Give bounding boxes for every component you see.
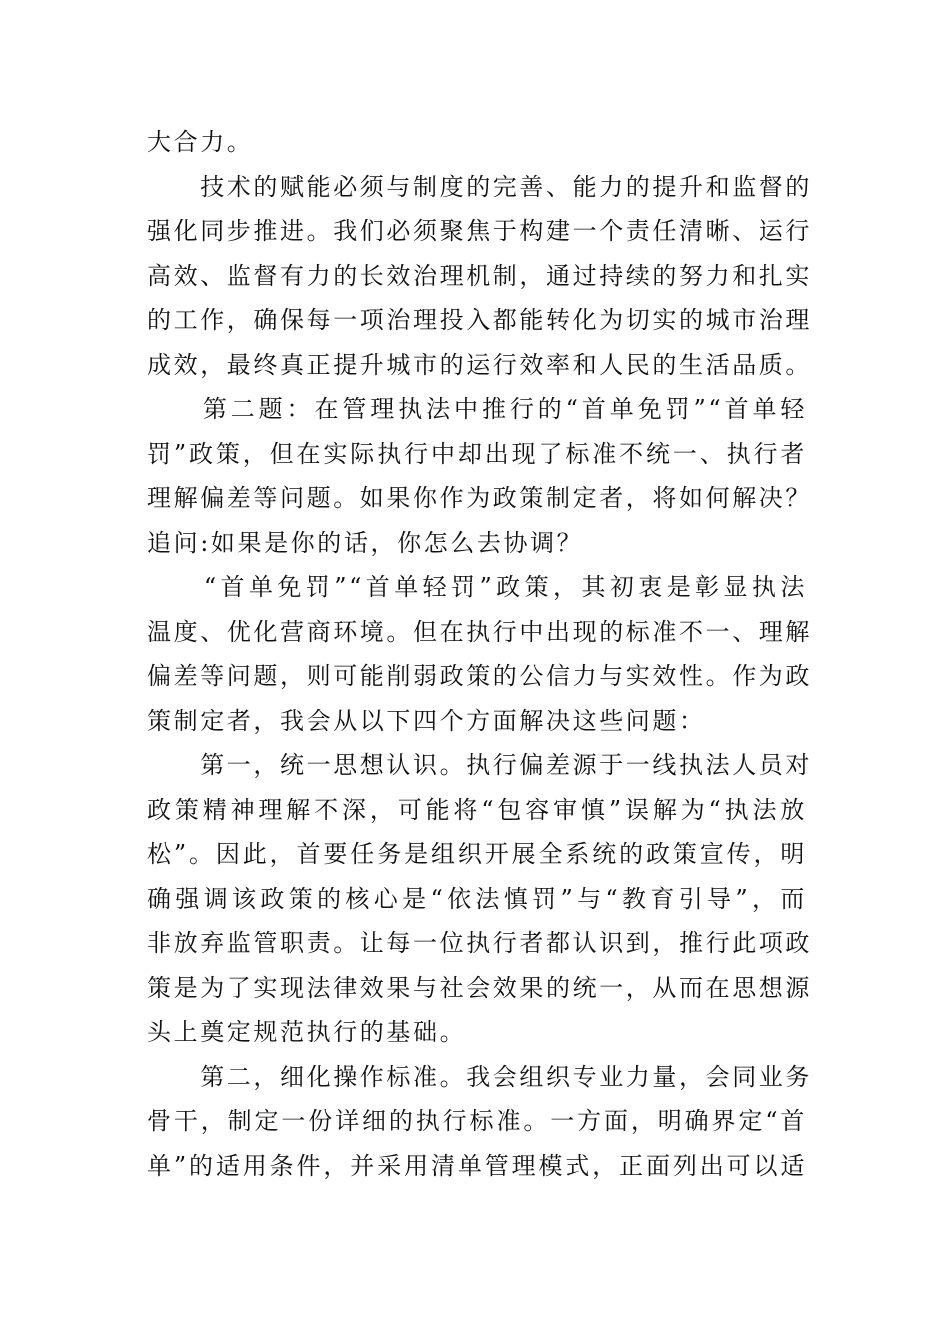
text-line: 策制定者，我会从以下四个方面解决这些问题： [147,706,706,735]
text-line: 的工作，确保每一项治理投入都能转化为切实的城市治理 [147,306,812,334]
text-line: 骨干，制定一份详细的执行标准。一方面，明确界定“首 [147,1107,807,1135]
text-line: 松”。因此，首要任务是组织开展全系统的政策宣传，明 [147,840,807,868]
text-line: 温度、优化营商环境。但在执行中出现的标准不一、理解 [147,617,812,646]
text-line: 确强调该政策的核心是“依法慎罚”与“教育引导”，而 [147,884,807,913]
text-line: 成效，最终真正提升城市的运行效率和人民的生活品质。 [147,350,812,379]
text-line: 第一，统一思想认识。执行偏差源于一线执法人员对 [147,751,812,779]
text-line: 罚”政策，但在实际执行中却出现了标准不统一、执行者 [147,439,807,468]
text-line: 单”的适用条件，并采用清单管理模式，正面列出可以适 [147,1151,807,1180]
text-line: 策是为了实现法律效果与社会效果的统一，从而在思想源 [147,973,812,1002]
text-line: 偏差等问题，则可能削弱政策的公信力与实效性。作为政 [147,662,812,690]
document-body [147,120,812,1188]
text-line: 追问:如果是你的话，你怎么去协调？ [147,528,584,557]
text-line: 理解偏差等问题。如果你作为政策制定者，将如何解决？ [147,484,812,512]
text-line: 政策精神理解不深，可能将“包容审慎”误解为“执法放 [147,795,807,824]
text-line: 大合力。 [147,128,254,156]
text-line: 强化同步推进。我们必须聚焦于构建一个责任清晰、运行 [147,217,812,245]
text-line: 第二题：在管理执法中推行的“首单免罚”“首单轻 [147,395,807,423]
text-line: 第二，细化操作标准。我会组织专业力量，会同业务 [147,1062,812,1091]
text-line: 头上奠定规范执行的基础。 [147,1018,467,1046]
text-line: 非放弃监管职责。让每一位执行者都认识到，推行此项政 [147,929,812,957]
text-line: 技术的赋能必须与制度的完善、能力的提升和监督的 [147,172,812,201]
text-line: “首单免罚”“首单轻罚”政策，其初衷是彰显执法 [147,573,807,601]
text-line: 高效、监督有力的长效治理机制，通过持续的努力和扎实 [147,261,812,290]
